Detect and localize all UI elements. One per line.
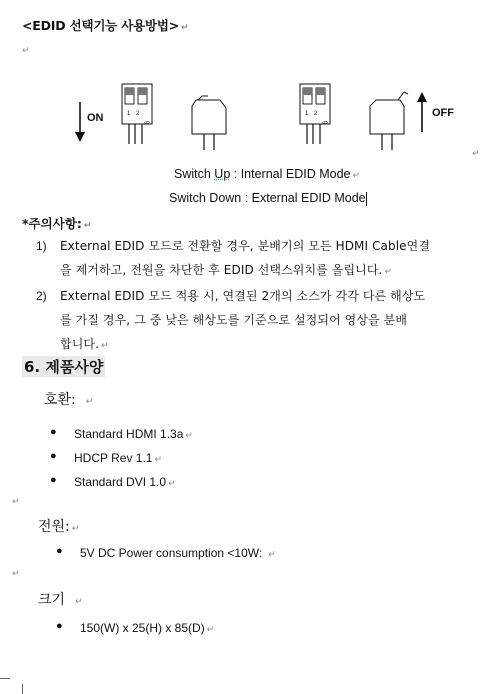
on-label: ON	[87, 112, 104, 124]
note-line: 을 제거하고, 전원을 차단한 후 EDID 선택스위치를 올립니다. ↵	[60, 263, 393, 277]
note-number: 2)	[36, 289, 47, 303]
note-number: 1)	[36, 239, 47, 253]
notes-title	[22, 214, 91, 232]
off-label: OFF	[432, 107, 454, 119]
switch-up-rest: : Internal EDID Mode	[230, 167, 351, 181]
note-item-2	[0, 284, 498, 356]
note-item-1	[0, 234, 498, 282]
switch-down-text: Switch Down : External EDID Mode	[169, 191, 366, 205]
pin-letter: g	[144, 121, 150, 125]
notes-title-text: *주의사항:	[22, 216, 82, 231]
text-cursor	[366, 192, 367, 206]
paragraph-mark: ↵	[83, 221, 92, 231]
bullet-icon: ●	[50, 450, 57, 462]
paragraph-mark: ↵	[352, 170, 361, 180]
pin-label-2: 2	[314, 111, 318, 117]
pin-letter: g	[322, 121, 328, 125]
note-line: 합니다. ↵	[60, 337, 109, 351]
switch-up-line	[174, 167, 360, 181]
switch-up-word: Up	[214, 167, 231, 181]
arrow-up-icon	[417, 92, 427, 132]
arrow-down-icon	[75, 102, 85, 142]
bullet-icon: ●	[56, 620, 63, 632]
bullet-icon: ●	[50, 426, 57, 438]
paragraph-mark: ↵	[472, 149, 480, 159]
pin-label-1: 1	[305, 111, 309, 117]
power-label: 전원: ↵	[38, 519, 80, 535]
note-line: 를 가질 경우, 그 중 낮은 해상도를 기준으로 설정되어 영상을 분배	[60, 313, 408, 327]
text-cursor	[22, 684, 23, 694]
note-line: External EDID 모드로 전환할 경우, 분배기의 모든 HDMI Cable연결	[60, 239, 431, 253]
paragraph-mark: ↵	[12, 497, 20, 507]
bullet-icon: ●	[50, 474, 57, 486]
compat-label: 호환: ↵	[44, 392, 94, 408]
size-label: 크기 ↵	[38, 592, 83, 608]
paragraph-mark: ↵	[12, 569, 20, 579]
dip-switch-front-right	[300, 84, 330, 144]
heading	[22, 16, 188, 34]
dip-switch-front-left	[122, 84, 152, 144]
note-line: External EDID 모드 적용 시, 연결된 2개의 소스가 각각 다른 해상도	[60, 289, 426, 303]
paragraph-mark: ↵	[181, 23, 189, 33]
dip-switch-diagram	[70, 74, 490, 164]
pin-label-1: 1	[127, 111, 131, 117]
switch-up-prefix: Switch	[174, 167, 215, 181]
divider	[0, 678, 10, 679]
bullet-icon: ●	[56, 545, 63, 557]
switch-down-line	[169, 191, 367, 206]
dip-switch-side-left	[192, 96, 226, 150]
section-6-title: 6. 제품사양	[24, 358, 104, 376]
heading-text: <EDID 선택기능 사용방법>	[22, 18, 179, 33]
dip-switch-side-right	[370, 92, 408, 150]
paragraph-mark: ↵	[22, 46, 30, 56]
pin-label-2: 2	[136, 111, 140, 117]
